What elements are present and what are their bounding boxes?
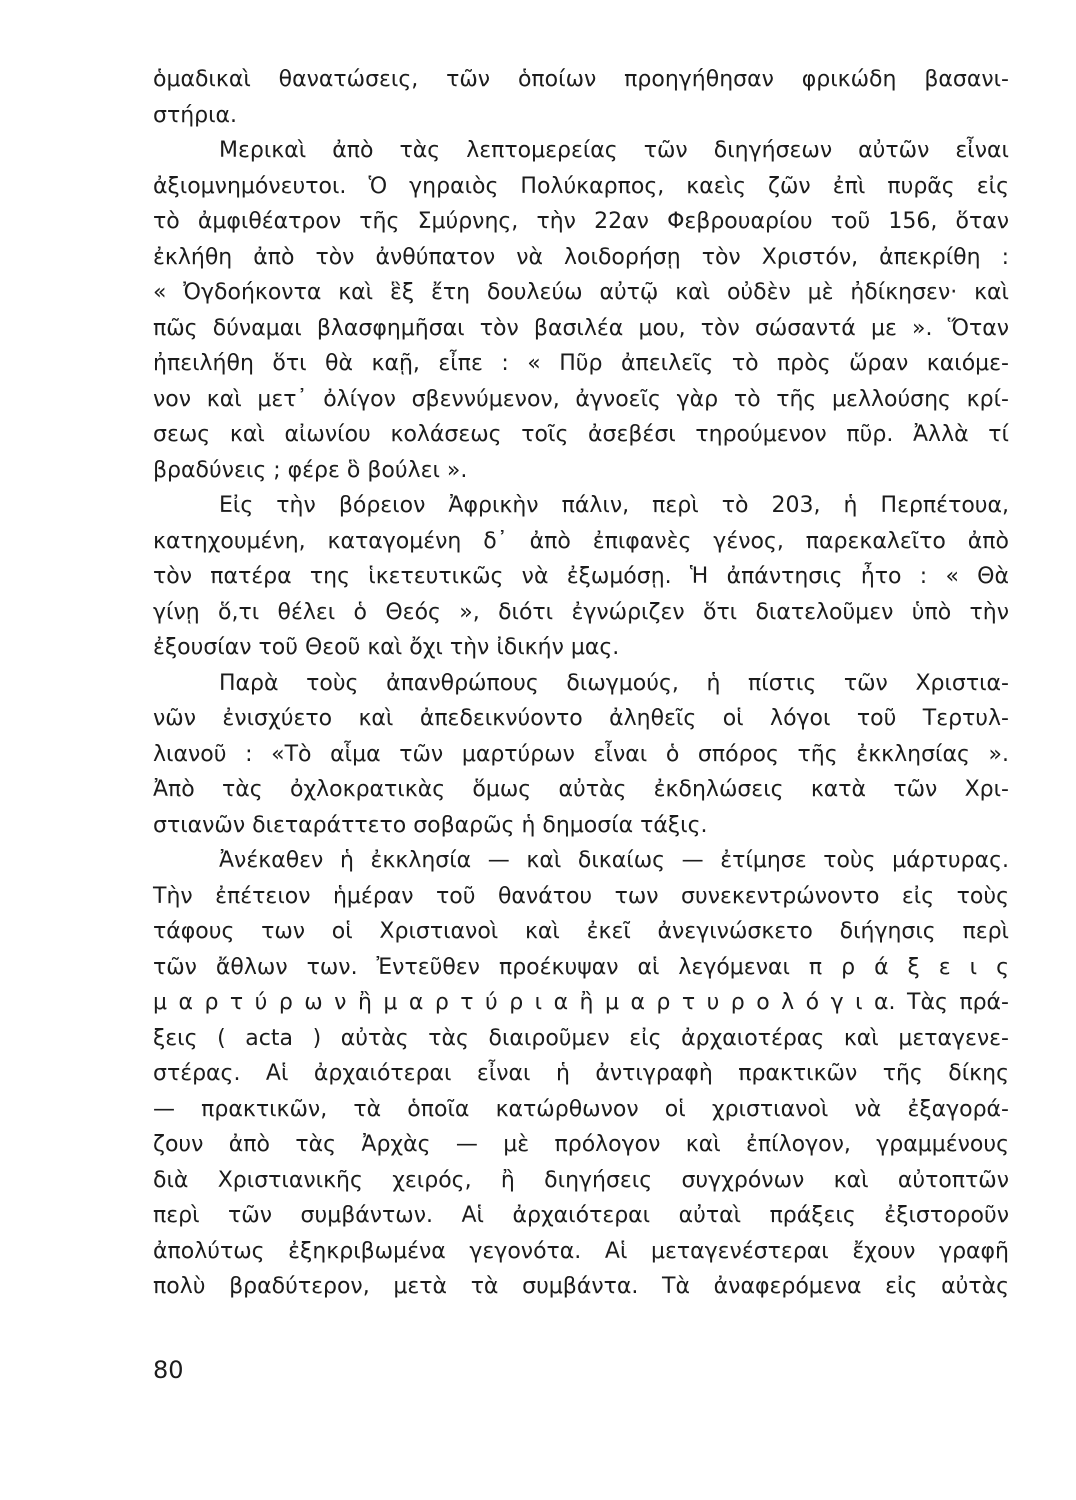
text-line: τὸν πατέρα της ἱκετευτικῶς νὰ ἐξωμόσῃ. Ἡ ἀπάντησις ἦτο : « Θὰ bbox=[153, 564, 1009, 589]
text-line: — πρακτικῶν, τὰ ὁποῖα κατώρθωνον οἱ χριστιανοὶ νὰ ἐξαγορά- bbox=[153, 1096, 1009, 1122]
text-line: σεως καὶ αἰωνίου κολάσεως τοῖς ἀσεβέσι τηρούμενον πῦρ. Ἀλλὰ τί bbox=[153, 422, 1009, 447]
text-line: νῶν ἐνισχύετο καὶ ἀπεδεικνύοντο ἀληθεῖς οἱ λόγοι τοῦ Τερτυλ- bbox=[153, 706, 1009, 731]
text-line: μ α ρ τ ύ ρ ω ν ἢ μ α ρ τ ύ ρ ι α ἢ μ α ρ τ υ ρ ο λ ό γ ι α. Τὰς πρά- bbox=[153, 990, 1009, 1015]
text-line: στιανῶν διεταράττετο σοβαρῶς ἡ δημοσία τάξις. bbox=[153, 812, 708, 838]
text-line: ἐξουσίαν τοῦ Θεοῦ καὶ ὄχι τὴν ἰδικήν μας. bbox=[153, 635, 620, 660]
text-line: τάφους των οἱ Χριστιανοὶ καὶ ἐκεῖ ἀνεγινώσκετο διήγησις περὶ bbox=[153, 919, 1009, 944]
text-line: Τὴν ἐπέτειον ἡμέραν τοῦ θανάτου των συνεκεντρώνοντο εἰς τοὺς bbox=[153, 883, 1009, 909]
text-line: τὸ ἀμφιθέατρον τῆς Σμύρνης, τὴν 22αν Φεβρουαρίου τοῦ 156, ὅταν bbox=[153, 209, 1009, 234]
text-line: ἐκλήθη ἀπὸ τὸν ἀνθύπατον νὰ λοιδορήσῃ τὸν Χριστόν, ἀπεκρίθη : bbox=[153, 244, 1009, 270]
text-line: τῶν ἄθλων των. Ἐντεῦθεν προέκυψαν αἱ λεγόμεναι π ρ ά ξ ε ι ς bbox=[153, 954, 1009, 980]
text-line: λιανοῦ : «Τὸ αἷμα τῶν μαρτύρων εἶναι ὁ σπόρος τῆς ἐκκλησίας ». bbox=[153, 741, 1009, 767]
text-line: Παρὰ τοὺς ἀπανθρώπους διωγμούς, ἡ πίστις τῶν Χριστια- bbox=[219, 670, 1009, 696]
page-body-text bbox=[153, 62, 1009, 1305]
text-line: ζουν ἀπὸ τὰς Ἀρχὰς — μὲ πρόλογον καὶ ἐπίλογον, γραμμένους bbox=[153, 1132, 1009, 1157]
text-line: ἀξιομνημόνευτοι. Ὁ γηραιὸς Πολύκαρπος, καεὶς ζῶν ἐπὶ πυρᾶς εἰς bbox=[153, 173, 1009, 199]
text-line: στέρας. Αἱ ἀρχαιότεραι εἶναι ἡ ἀντιγραφὴ πρακτικῶν τῆς δίκης bbox=[153, 1061, 1009, 1086]
text-line: διὰ Χριστιανικῆς χειρός, ἢ διηγήσεις συγχρόνων καὶ αὐτοπτῶν bbox=[153, 1167, 1009, 1193]
text-line: Μερικαὶ ἀπὸ τὰς λεπτομερείας τῶν διηγήσεων αὐτῶν εἶναι bbox=[219, 138, 1009, 163]
text-line: ἀπολύτως ἐξηκριβωμένα γεγονότα. Αἱ μεταγενέστεραι ἔχουν γραφῆ bbox=[153, 1238, 1009, 1264]
text-line: ἠπειλήθη ὅτι θὰ καῇ, εἶπε : « Πῦρ ἀπειλεῖς τὸ πρὸς ὥραν καιόμε- bbox=[153, 351, 1009, 376]
text-line: Ἀπὸ τὰς ὀχλοκρατικὰς ὅμως αὐτὰς ἐκδηλώσεις κατὰ τῶν Χρι- bbox=[153, 777, 1009, 802]
text-line: ξεις ( acta ) αὐτὰς τὰς διαιροῦμεν εἰς ἀρχαιοτέρας καὶ μεταγενε- bbox=[153, 1025, 1009, 1051]
text-line: γίνῃ ὅ,τι θέλει ὁ Θεός », διότι ἐγνώριζεν ὅτι διατελοῦμεν ὑπὸ τὴν bbox=[153, 599, 1009, 625]
text-line: Ἀνέκαθεν ἡ ἐκκλησία — καὶ δικαίως — ἐτίμησε τοὺς μάρτυρας. bbox=[219, 848, 1009, 873]
text-line: νον καὶ μετ᾽ ὀλίγον σβεννύμενον, ἀγνοεῖς γὰρ τὸ τῆς μελλούσης κρί- bbox=[153, 386, 1009, 412]
text-line: « Ὀγδοήκοντα καὶ ἓξ ἔτη δουλεύω αὐτῷ καὶ οὐδὲν μὲ ἠδίκησεν· καὶ bbox=[153, 280, 1009, 305]
text-line: Εἰς τὴν βόρειον Ἀφρικὴν πάλιν, περὶ τὸ 203, ἡ Περπέτουα, bbox=[219, 493, 1009, 518]
text-line: περὶ τῶν συμβάντων. Αἱ ἀρχαιότεραι αὐταὶ πράξεις ἐξιστοροῦν bbox=[153, 1203, 1009, 1228]
text-line: πολὺ βραδύτερον, μετὰ τὰ συμβάντα. Τὰ ἀναφερόμενα εἰς αὐτὰς bbox=[153, 1274, 1009, 1299]
text-line: στήρια. bbox=[153, 102, 238, 128]
text-line: ὁμαδικαὶ θανατώσεις, τῶν ὁποίων προηγήθησαν φρικώδη βασανι- bbox=[153, 67, 1009, 92]
text-line: κατηχουμένη, καταγομένη δ᾽ ἀπὸ ἐπιφανὲς γένος, παρεκαλεῖτο ἀπὸ bbox=[153, 528, 1009, 554]
text-line: πῶς δύναμαι βλασφημῆσαι τὸν βασιλέα μου, τὸν σώσαντά με ». Ὅταν bbox=[153, 315, 1009, 341]
text-line: βραδύνεις ; φέρε ὃ βούλει ». bbox=[153, 457, 468, 483]
page-number: 80 bbox=[153, 1356, 184, 1384]
